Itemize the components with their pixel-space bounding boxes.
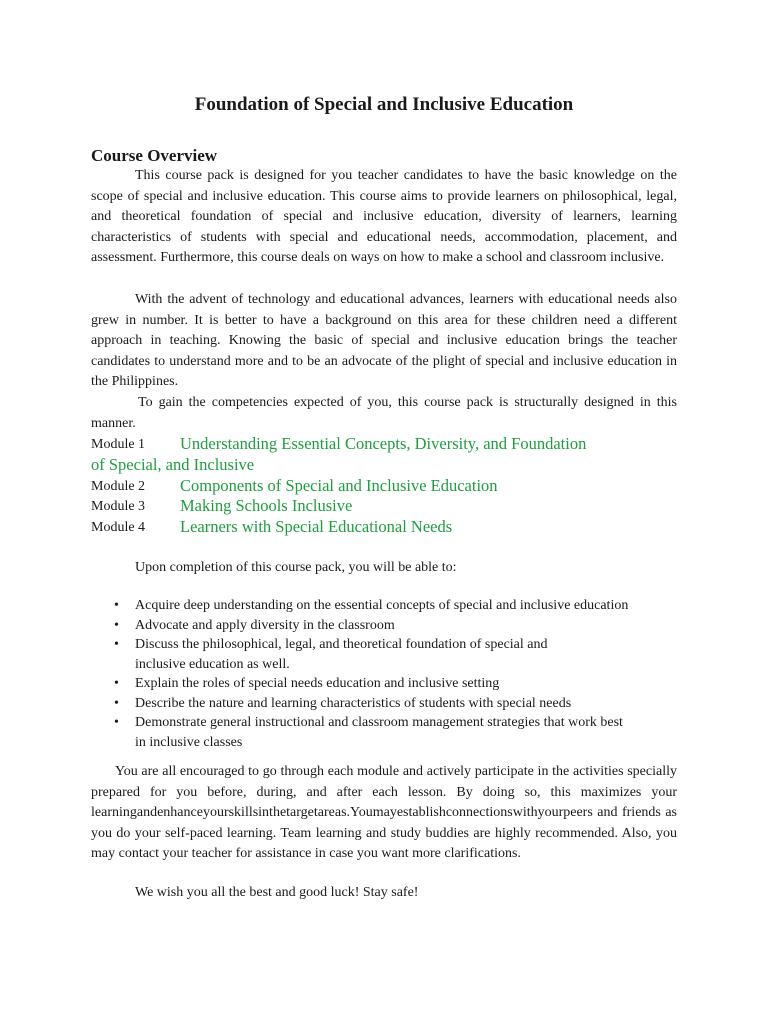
outcome-text: Explain the roles of special needs education and inclusive setting [135, 676, 500, 691]
section-heading: Course Overview [91, 146, 218, 165]
outcome-text-line: Demonstrate general instructional and classroom management strategies that work best [135, 715, 623, 730]
outcome-text: Describe the nature and learning characteristics of students with special needs [135, 695, 572, 711]
bullet-icon: • [114, 598, 119, 613]
outcomes-intro: Upon completion of this course pack, you will be able to: [135, 560, 457, 575]
outcome-item [91, 674, 691, 694]
module-label: Module 1 [91, 437, 146, 452]
module-row [91, 476, 691, 497]
outcome-text-line: inclusive education as well. [135, 656, 290, 672]
module-title: Components of Special and Inclusive Education [180, 475, 498, 495]
outcome-text-line: in inclusive classes [135, 734, 243, 750]
module-row [91, 434, 691, 455]
outcome-text: Advocate and apply diversity in the classroom [135, 617, 395, 633]
outcome-item [91, 616, 691, 636]
outcome-item [91, 635, 691, 674]
module-row [91, 496, 691, 517]
encouragement-paragraph: You are all encouraged to go through each module and actively participate in the activities specially prepared for you before, during, and after each lesson. By doing so, this maximizes your learningandenhanceyourskillsinthetargetareas.Youmayestablishconnectionswithyourpeers and friends as you do your self-paced learning. Team learning and study buddies are highly recommended. Also, you may contact your teacher for assistance in case you want more clarifications. [91, 764, 677, 862]
bullet-icon: • [114, 637, 119, 652]
outcome-text-line: Discuss the philosophical, legal, and theoretical foundation of special and [135, 637, 548, 652]
module-title-continuation: of Special, and Inclusive [91, 454, 255, 474]
bullet-icon: • [114, 617, 119, 633]
module-label: Module 4 [91, 519, 146, 535]
module-row [91, 517, 691, 538]
module-list [91, 434, 691, 537]
module-title: Learners with Special Educational Needs [180, 516, 453, 536]
module-title: Understanding Essential Concepts, Diversity, and Foundation [180, 434, 587, 453]
overview-paragraph-1: This course pack is designed for you teacher candidates to have the basic knowledge on the scope of special and inclusive education. This course aims to provide learners on philosophical, legal, and theoretical foundation of special and inclusive education, diversity of learners, learning characteristics of students with special and educational needs, accommodation, placement, and assessment. Furthermore, this course deals on ways on how to make a school and classroom inclusive. [91, 168, 677, 266]
closing-line: We wish you all the best and good luck! Stay safe! [135, 885, 419, 900]
module-label: Module 2 [91, 478, 146, 494]
outcome-item [91, 596, 691, 616]
outcome-item [91, 713, 691, 752]
module-title: Making Schools Inclusive [180, 496, 353, 515]
outcomes-list [91, 596, 691, 752]
bullet-icon: • [114, 715, 119, 730]
overview-paragraph-2: With the advent of technology and educational advances, learners with educational needs also grew in number. It is better to have a background on this area for these children need a different approach in teaching. Knowing the basic of special and inclusive education brings the teacher candidates to understand more and to be an advocate of the plight of special and inclusive education in the Philippines. [91, 292, 677, 390]
bullet-icon: • [114, 695, 119, 711]
module-label: Module 3 [91, 499, 146, 514]
overview-paragraph-3: To gain the competencies expected of you, this course pack is structurally designed in this manner. [91, 395, 677, 431]
outcome-item [91, 694, 691, 714]
outcome-text: Acquire deep understanding on the essential concepts of special and inclusive education [135, 598, 629, 613]
document-title: Foundation of Special and Inclusive Education [194, 94, 574, 115]
bullet-icon: • [114, 676, 119, 691]
